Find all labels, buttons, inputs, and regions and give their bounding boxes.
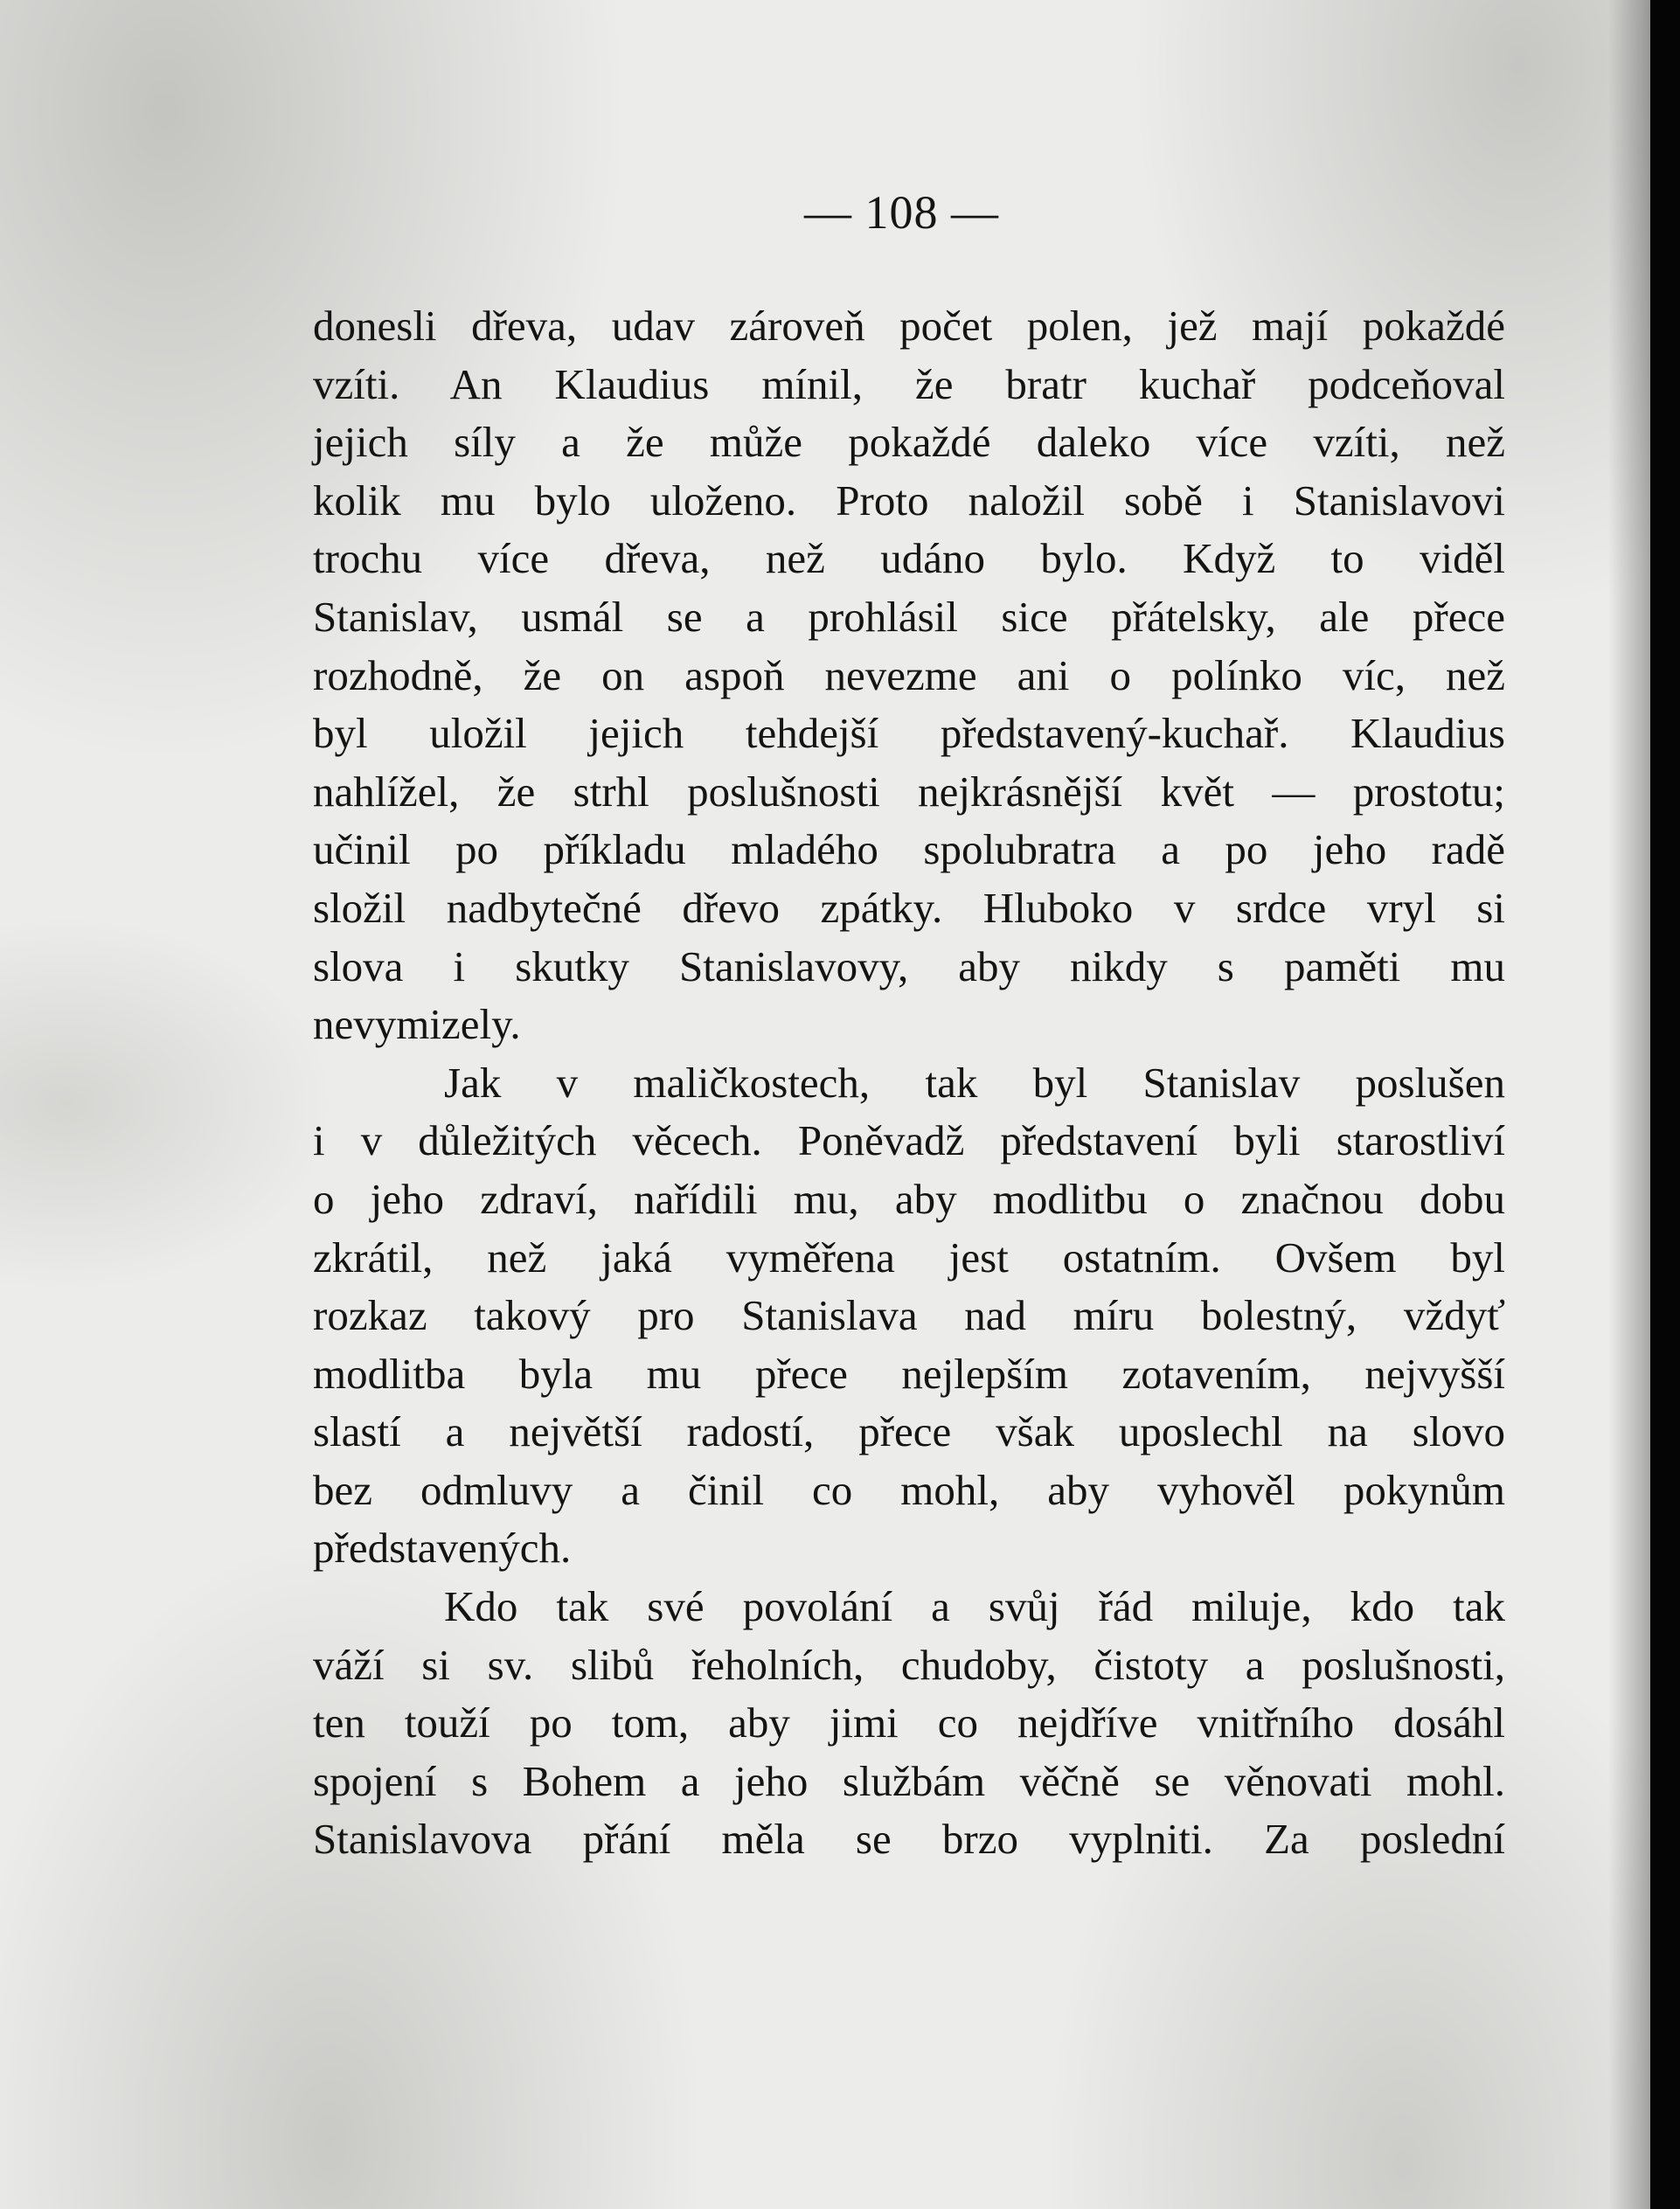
text-line: Kdo tak své povolání a svůj řád miluje, kdo tak [444,1582,1505,1631]
text-line: jejich síly a že může pokaždé daleko více vzíti, než [313,418,1505,467]
text-line: bez odmluvy a činil co mohl, aby vyhověl pokynům [313,1465,1505,1514]
text-line: nahlížel, že strhl poslušnosti nejkrásnější květ — prostotu; [313,767,1505,816]
text-line: slova i skutky Stanislavovy, aby nikdy s paměti mu [313,941,1505,990]
text-line: nevymizely. [313,1000,521,1049]
text-line: zkrátil, než jaká vyměřena jest ostatním. Ovšem byl [313,1233,1505,1282]
text-line: i v důležitých věcech. Poněvadž představení byli starostliví [313,1116,1505,1165]
text-line: složil nadbytečné dřevo zpátky. Hluboko v srdce vryl si [313,883,1505,932]
text-line: modlitba byla mu přece nejlepším zotavením, nejvyšší [313,1349,1505,1398]
text-line: slastí a největší radostí, přece však uposlechl na slovo [313,1407,1505,1456]
text-line: Jak v maličkostech, tak byl Stanislav poslušen [444,1058,1505,1107]
page-edge-shadow [1608,0,1650,2209]
text-line: váží si sv. slibů řeholních, chudoby, čistoty a poslušnosti, [313,1640,1505,1689]
text-line: Stanislavova přání měla se brzo vyplniti. Za poslední [313,1815,1505,1864]
text-line: kolik mu bylo uloženo. Proto naložil sobě i Stanislavovi [313,476,1505,524]
text-line: spojení s Bohem a jeho službám věčně se věnovati mohl. [313,1756,1505,1805]
text-line: trochu více dřeva, než udáno bylo. Když to viděl [313,534,1505,583]
text-line: donesli dřeva, udav zároveň počet polen, jež mají pokaždé [313,302,1505,350]
text-line: Stanislav, usmál se a prohlásil sice přátelsky, ale přece [313,592,1505,641]
text-line: rozhodně, že on aspoň nevezme ani o polínko víc, než [313,650,1505,699]
text-line: učinil po příkladu mladého spolubratra a po jeho radě [313,825,1505,874]
text-line: byl uložil jejich tehdejší představený-kuchař. Klaudius [313,709,1505,758]
page-number: — 108 — [804,186,999,239]
scan-border [1650,0,1680,2209]
text-line: představených. [313,1524,572,1573]
text-line: o jeho zdraví, nařídili mu, aby modlitbu o značnou dobu [313,1174,1505,1223]
text-line: ten touží po tom, aby jimi co nejdříve vnitřního dosáhl [313,1698,1505,1747]
body-text [313,297,1505,1869]
text-line: rozkaz takový pro Stanislava nad míru bolestný, vždyť [313,1291,1505,1340]
text-line: vzíti. An Klaudius mínil, že bratr kuchař podceňoval [313,359,1505,408]
